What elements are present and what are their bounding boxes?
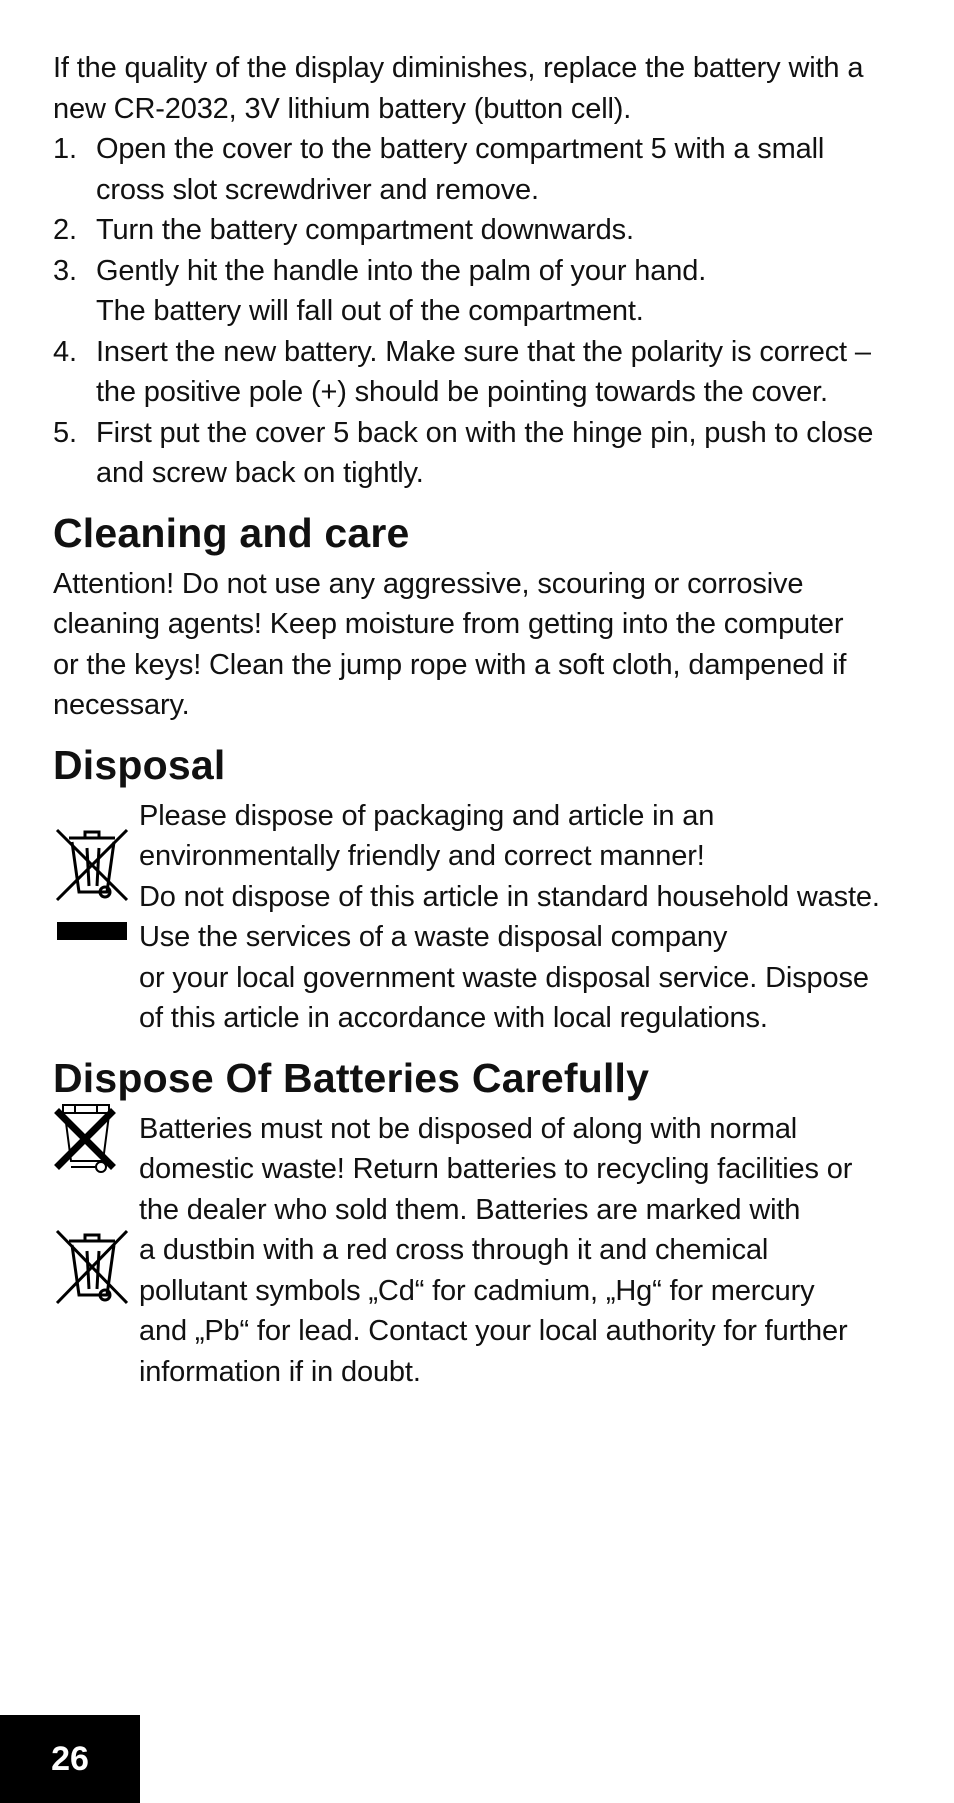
cleaning-heading: Cleaning and care — [53, 509, 410, 556]
manual-page — [53, 48, 913, 1392]
list-item: 3. Gently hit the handle into the palm of your hand. The battery will fall out of the compartment. — [53, 254, 707, 327]
page-number: 26 — [0, 1715, 140, 1803]
list-item: 1. Open the cover to the battery compartment 5 with a small cross slot screwdriver and remove. — [53, 133, 825, 206]
battery-intro: If the quality of the display diminishes, replace the battery with a new CR-2032, 3V lithium battery (button cell). — [53, 52, 864, 125]
disposal-heading: Disposal — [53, 741, 226, 788]
crossed-out-wheelie-bin-icon — [53, 1227, 131, 1307]
disposal-text: Please dispose of packaging and article in an environmentally friendly and correct manner! Do not dispose of this article in standard household waste. Use the services of a waste disposal company or your local government waste disposal service. Dispose of this article in accordance with local regulations. — [139, 799, 880, 1034]
cleaning-text: Attention! Do not use any aggressive, scouring or corrosive cleaning agents! Keep moisture from getting into the computer or the keys! Clean the jump rope with a soft cloth, dampened if necessary. — [53, 567, 847, 721]
list-item: 4. Insert the new battery. Make sure that the polarity is correct – the positive pole (+) should be pointing towards the cover. — [53, 335, 871, 408]
disposal-section — [53, 796, 913, 1039]
battery-steps-list — [53, 129, 913, 494]
batteries-section — [53, 1109, 913, 1393]
crossed-out-wheelie-bin-icon — [53, 824, 131, 940]
list-item: 2. Turn the battery compartment downwards. — [53, 214, 634, 246]
batteries-heading: Dispose Of Batteries Carefully — [53, 1054, 650, 1101]
list-item: 5. First put the cover 5 back on with the hinge pin, push to close and screw back on tightly. — [53, 416, 874, 489]
batteries-text: Batteries must not be disposed of along with normal domestic waste! Return batteries to recycling facilities or the dealer who sold them. Batteries are marked with a dustbin with a red cross through it and chemical pollutant symbols „Cd“ for cadmium, „Hg“ for mercury and „Pb“ for lead. Contact your local authority for further information if in doubt. — [139, 1112, 853, 1388]
crossed-out-battery-bin-icon — [53, 1103, 119, 1177]
